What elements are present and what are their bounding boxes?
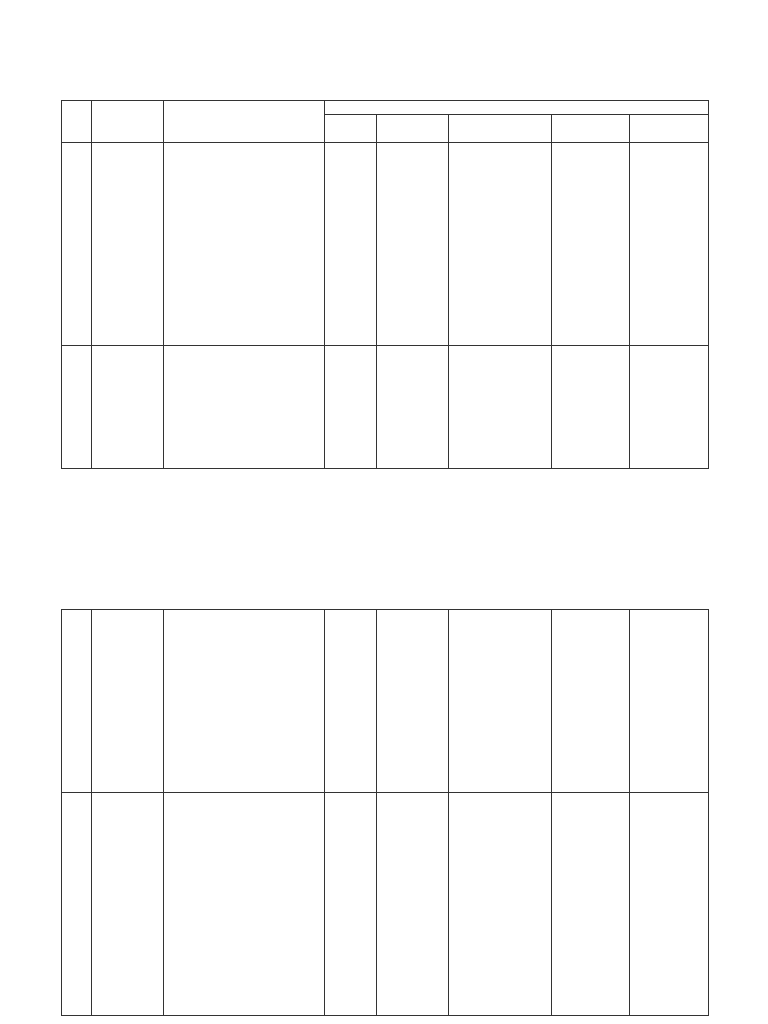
- composition-item: [169, 285, 324, 305]
- composition-item: [169, 652, 324, 672]
- colorant-cell: [377, 610, 449, 793]
- colorant-cell: [377, 346, 449, 469]
- composition-cell: [164, 610, 325, 793]
- composition-item: [169, 915, 324, 935]
- composition-item: [169, 875, 324, 895]
- flavor-cell: [449, 346, 552, 469]
- table-row: [62, 143, 709, 346]
- composition-item: [169, 712, 324, 732]
- composition-item: [169, 368, 324, 388]
- composition-item: [169, 692, 324, 712]
- composition-item: [169, 448, 324, 468]
- composition-item: [169, 265, 324, 285]
- composition-item: [169, 612, 324, 632]
- composition-item: [169, 855, 324, 875]
- composition-item: [169, 732, 324, 752]
- composition-item: [169, 225, 324, 245]
- composition-item: [169, 815, 324, 835]
- header-sweetener: [325, 115, 377, 143]
- product-name: [92, 610, 164, 793]
- composition-cell: [164, 143, 325, 346]
- composition-item: [169, 348, 324, 368]
- acidity-cell: [630, 143, 709, 346]
- composition-item: [169, 408, 324, 428]
- sweetener-mark: [325, 143, 377, 346]
- composition-item: [169, 632, 324, 652]
- preservative-cell: [552, 793, 630, 1016]
- composition-item: [169, 245, 324, 265]
- composition-item: [169, 428, 324, 448]
- composition-item: [169, 935, 324, 955]
- composition-item: [169, 205, 324, 225]
- preservative-cell: [552, 346, 630, 469]
- table-row: [62, 346, 709, 469]
- composition-item: [169, 955, 324, 975]
- table-row: [62, 610, 709, 793]
- preservative-cell: [552, 143, 630, 346]
- acidity-cell: [630, 610, 709, 793]
- composition-item: [169, 772, 324, 792]
- product-name: [92, 143, 164, 346]
- composition-item: [169, 305, 324, 325]
- composition-item: [169, 145, 324, 165]
- row-number: [62, 610, 92, 793]
- composition-item: [169, 388, 324, 408]
- colorant-cell: [377, 143, 449, 346]
- colorant-cell: [377, 793, 449, 1016]
- composition-item: [169, 895, 324, 915]
- composition-item: [169, 795, 324, 815]
- header-additives: [325, 101, 709, 115]
- composition-cell: [164, 793, 325, 1016]
- preservative-cell: [552, 610, 630, 793]
- header-flavor-enhancer: [449, 115, 552, 143]
- header-preservative: [552, 115, 630, 143]
- composition-item: [169, 835, 324, 855]
- flavor-cell: [449, 610, 552, 793]
- sweetener-cell: [325, 793, 377, 1016]
- row-number: [62, 346, 92, 469]
- header-colorant: [377, 115, 449, 143]
- composition-item: [169, 975, 324, 995]
- header-no: [62, 101, 92, 143]
- sweetener-cell: [325, 610, 377, 793]
- header-acidity-regulator: [630, 115, 709, 143]
- composition-item: [169, 325, 324, 345]
- composition-item: [169, 752, 324, 772]
- composition-item: [169, 672, 324, 692]
- additives-table-top: [61, 100, 709, 469]
- sweetener-cell: [325, 346, 377, 469]
- product-name: [92, 793, 164, 1016]
- header-product-name: [92, 101, 164, 143]
- table-row: [62, 793, 709, 1016]
- flavor-cell: [449, 143, 552, 346]
- header-composition: [164, 101, 325, 143]
- composition-item: [169, 185, 324, 205]
- composition-item: [169, 995, 324, 1015]
- composition-item: [169, 165, 324, 185]
- row-number: [62, 793, 92, 1016]
- row-number: [62, 143, 92, 346]
- acidity-cell: [630, 346, 709, 469]
- product-name: [92, 346, 164, 469]
- flavor-cell: [449, 793, 552, 1016]
- acidity-cell: [630, 793, 709, 1016]
- additives-table-bottom: [61, 609, 709, 1016]
- composition-cell: [164, 346, 325, 469]
